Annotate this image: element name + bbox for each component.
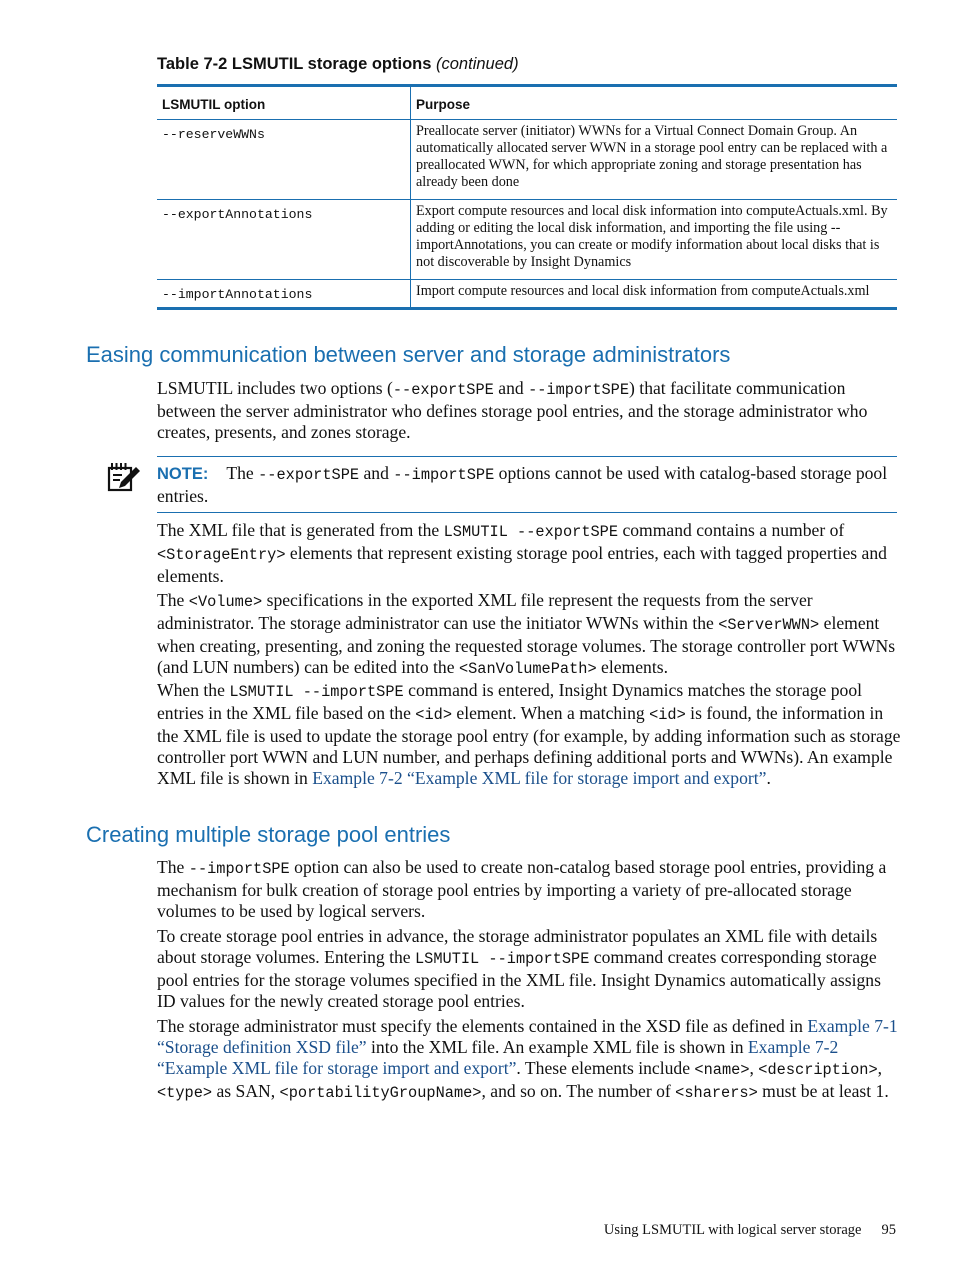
- paragraph: The <Volume> specifications in the exported XML file represent the requests from the server administrator. The storage administrator can use the initiator WWNs within the <ServerWWN> element when creating, presenting, and zoning the requested storage volumes. The storage controller port WWNs (and LUN numbers) can be edited into the <SanVolumePath> elements.: [157, 590, 896, 678]
- note-pencil-icon: [107, 460, 141, 494]
- paragraph: The storage administrator must specify the elements contained in the XSD file as defined in Example 7-1 “Storage definition XSD file” into the XML file. An example XML file is shown in Example 7-2 “Example XML file for storage import and export”. These elements include <name>, <description>, <type> as SAN, <portabilityGroupName>, and so on. The number of <sharers> must be at least 1.: [157, 1016, 898, 1102]
- paragraph: The XML file that is generated from the LSMUTIL --exportSPE command contains a number of <StorageEntry> elements that represent existing storage pool entries, each with tagged properties and elements.: [157, 520, 887, 586]
- table-caption-title: Table 7-2 LSMUTIL storage options: [157, 55, 432, 73]
- table-row: [157, 120, 897, 200]
- example-7-1-link[interactable]: Example 7-1 “Storage definition XSD file”: [157, 1016, 898, 1057]
- table-header-row: [157, 86, 897, 120]
- divider: [157, 512, 897, 513]
- purpose-cell: Export compute resources and local disk information into computeActuals.xml. By adding or editing the local disk information, and importing the file using --importAnnotations, you can create or modify information about local disks that is not discoverable by Insight Dynamics: [411, 200, 898, 280]
- option-cell: --reserveWWNs: [157, 120, 411, 200]
- footer-title: Using LSMUTIL with logical server storage: [603, 1222, 862, 1238]
- code-inline: <type>: [157, 1084, 213, 1102]
- code-inline: --importSPE: [528, 381, 630, 399]
- column-header-option: LSMUTIL option: [157, 86, 411, 120]
- example-7-2-link[interactable]: Example 7-2 “Example XML file for storage import and export”: [312, 768, 767, 788]
- note-text: NOTE: The --exportSPE and --importSPE options cannot be used with catalog-based storage pool entries.: [157, 463, 888, 506]
- table-row: [157, 200, 897, 280]
- code-inline: --importSPE: [188, 860, 290, 878]
- note-callout: [107, 456, 897, 512]
- code-inline: <id>: [415, 706, 453, 724]
- code-inline: <ServerWWN>: [718, 616, 820, 634]
- options-table: [157, 84, 897, 310]
- code-inline: <Volume>: [188, 593, 263, 611]
- paragraph: LSMUTIL includes two options (--exportSPE and --importSPE) that facilitate communication between the server administrator who defines storage pool entries, and the storage administrator who creates, presents, and zones storage.: [157, 378, 868, 442]
- section-heading-creating: Creating multiple storage pool entries: [86, 822, 451, 847]
- code-inline: <StorageEntry>: [157, 546, 286, 564]
- paragraph: When the LSMUTIL --importSPE command is entered, Insight Dynamics matches the storage pool entries in the XML file based on the <id> element. When a matching <id> is found, the information in the XML file is used to update the storage pool entry (for example, by adding information such as storage controller port WWN and LUN number, and perhaps defining additional ports and WWNs). An example XML file is shown in Example 7-2 “Example XML file for storage import and export”.: [157, 680, 901, 788]
- code-inline: <portabilityGroupName>: [279, 1084, 482, 1102]
- purpose-cell: Import compute resources and local disk information from computeActuals.xml: [416, 283, 870, 299]
- example-7-2-link[interactable]: Example 7-2 “Example XML file for storage import and export”: [157, 1037, 839, 1078]
- option-cell: --exportAnnotations: [157, 200, 411, 280]
- page-footer: [604, 1222, 896, 1239]
- option-cell: --importAnnotations: [157, 280, 411, 309]
- code-inline: --importSPE: [393, 466, 495, 484]
- table-row: [157, 280, 897, 309]
- section-heading-easing: Easing communication between server and storage administrators: [86, 342, 731, 367]
- code-inline: LSMUTIL --importSPE: [414, 950, 590, 968]
- note-label: NOTE:: [157, 465, 209, 483]
- table-caption-suffix: (continued): [436, 55, 519, 73]
- code-inline: LSMUTIL --importSPE: [229, 683, 404, 701]
- code-inline: <description>: [758, 1061, 878, 1079]
- code-inline: <SanVolumePath>: [458, 660, 597, 678]
- divider: [157, 456, 897, 457]
- code-inline: --exportSPE: [258, 466, 360, 484]
- code-inline: --exportSPE: [392, 381, 494, 399]
- code-inline: LSMUTIL --exportSPE: [443, 523, 619, 541]
- purpose-cell: Preallocate server (initiator) WWNs for a Virtual Connect Domain Group. An automatically allocated server WWN in a storage pool entry can be replaced with a preallocated WWN, for which appropriate zoning and storage presentation has already been done: [411, 120, 898, 200]
- table-caption: [157, 55, 519, 74]
- code-inline: <id>: [649, 706, 686, 724]
- column-header-purpose: Purpose: [411, 86, 898, 120]
- paragraph: To create storage pool entries in advance, the storage administrator populates an XML file with details about storage volumes. Entering the LSMUTIL --importSPE command creates corresponding storage pool entries for the storage volumes specified in the XML file. Insight Dynamics automatically assigns ID values for the newly created storage pool entries.: [157, 926, 881, 1011]
- code-inline: <name>: [694, 1061, 750, 1079]
- code-inline: <sharers>: [675, 1084, 758, 1102]
- page-number: 95: [881, 1222, 896, 1238]
- paragraph: The --importSPE option can also be used to create non-catalog based storage pool entries, providing a mechanism for bulk creation of storage pool entries by importing a variety of pre-allocated storage volumes to be used by logical servers.: [157, 857, 887, 921]
